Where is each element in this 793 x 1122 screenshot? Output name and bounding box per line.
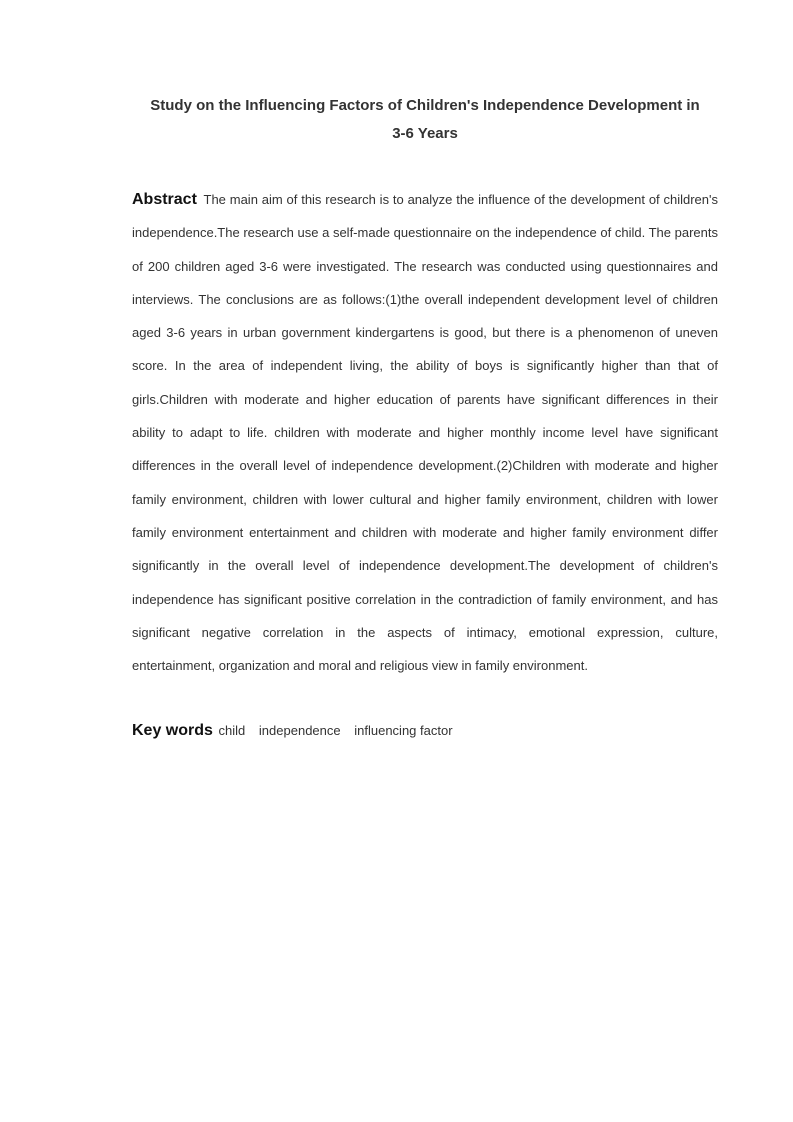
title-line-2: 3-6 Years bbox=[392, 125, 458, 142]
abstract-label: Abstract bbox=[132, 191, 197, 208]
abstract-section bbox=[132, 183, 718, 682]
paper-title bbox=[132, 92, 718, 148]
abstract-text: The main aim of this research is to analyze the influence of the development of children's independence.The research use a self-made questionnaire on the independence of child. The parents of 200 children aged 3-6 were investigated. The research was conducted using questionnaires and interviews. The conclusions are as follows:(1)the overall independent development level of children aged 3-6 years in urban government kindergartens is good, but there is a phenomenon of uneven score. In the area of independent living, the ability of boys is significantly higher than that of girls.Children with moderate and higher education of parents have significant differences in their ability to adapt to life. children with moderate and higher monthly income level have significant differences in the overall level of independence development.(2)Children with moderate and higher family environment, children with lower cultural and higher family environment, children with lower family environment entertainment and children with moderate and higher family environment differ significantly in the overall level of independence development.The development of children's independence has significant positive correlation in the contradiction of family environment, and has significant negative correlation in the aspects of intimacy, emotional expression, culture, entertainment, organization and moral and religious view in family environment. bbox=[132, 192, 718, 674]
title-line-1: Study on the Influencing Factors of Children's Independence Development in bbox=[150, 97, 700, 114]
keyword-item: independence bbox=[258, 723, 341, 739]
keywords-label: Key words bbox=[132, 722, 213, 740]
keyword-item: child bbox=[218, 723, 246, 739]
paper-page bbox=[132, 92, 718, 742]
keyword-item: influencing factor bbox=[354, 723, 453, 739]
keywords-section bbox=[132, 720, 718, 742]
